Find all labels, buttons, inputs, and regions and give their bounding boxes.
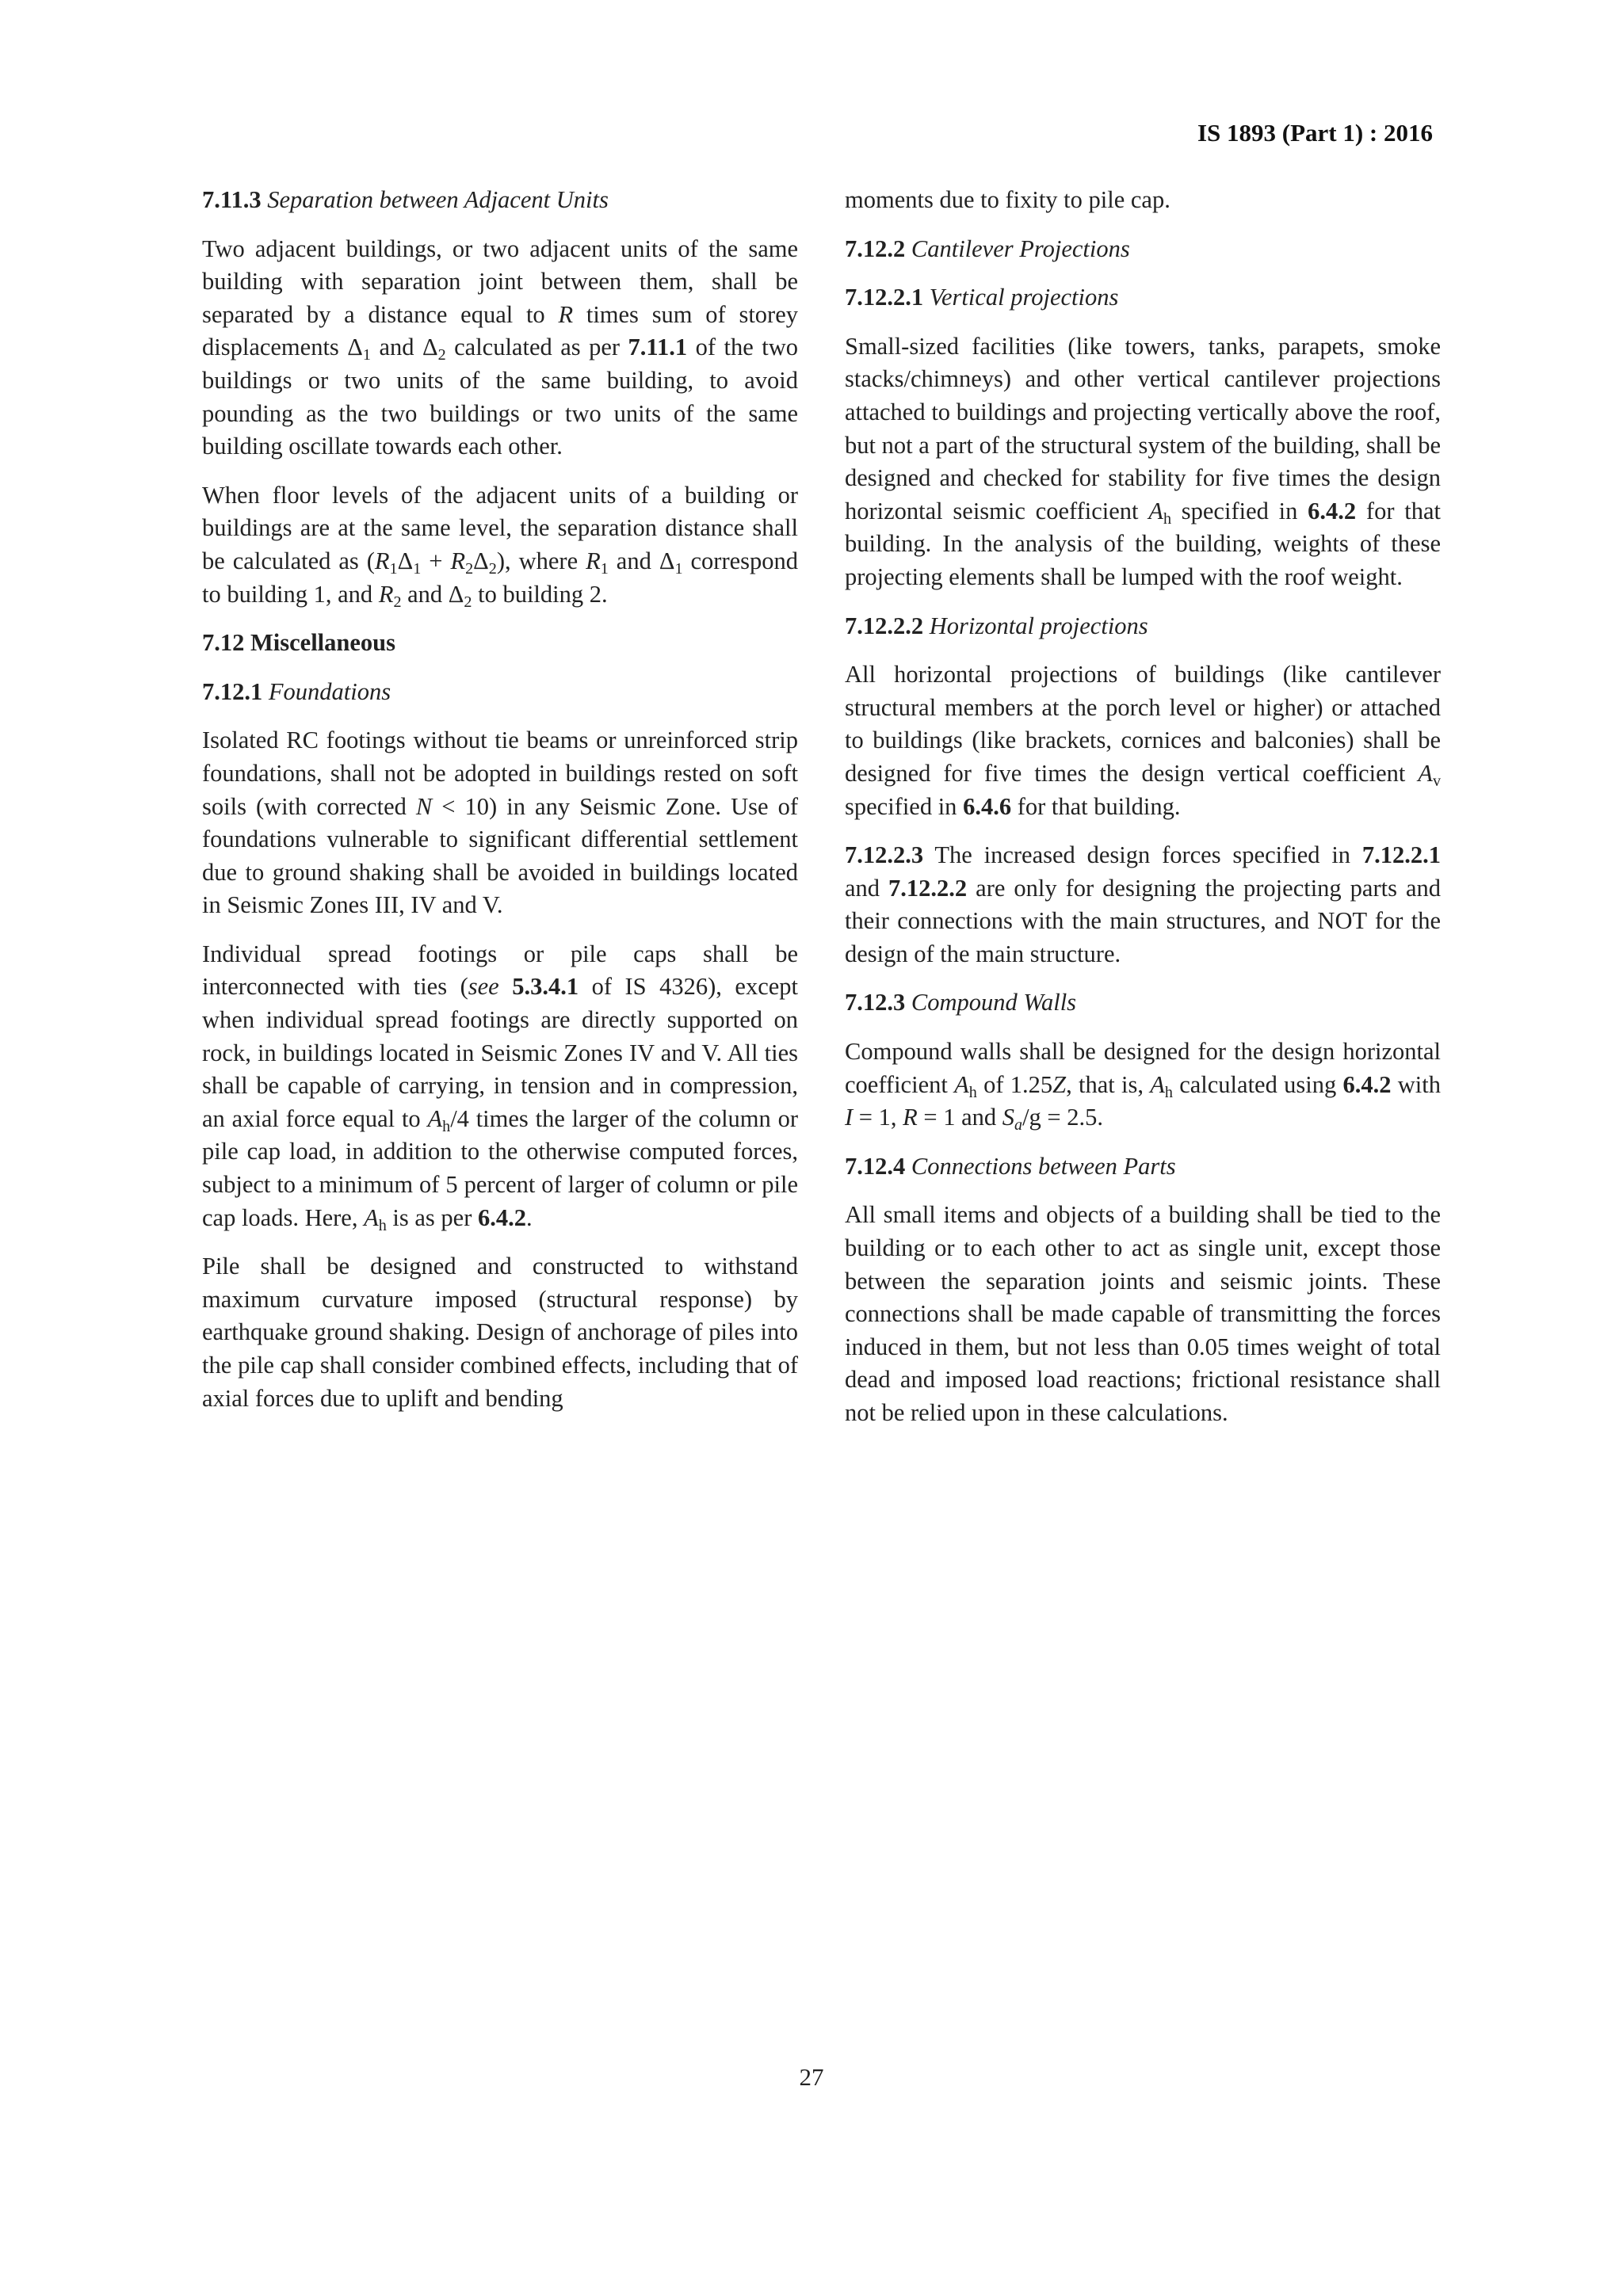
right-column	[845, 184, 1441, 1446]
left-column	[202, 184, 798, 1431]
page-header: IS 1893 (Part 1) : 2016	[1197, 119, 1433, 147]
page-number: 27	[799, 2063, 824, 2091]
paragraph-compound-walls: Compound walls shall be designed for the design horizontal coefficient $A_h$ of 1.25Z, that is, $A_h$ calculated using 6.4.2 with I = 1, R = 1 and $S_a/g = 2.5$.	[845, 1038, 1441, 1135]
section-heading-7-12-2-2: 7.12.2.2 Horizontal projections	[845, 612, 1148, 639]
section-heading-7-12-1: 7.12.1 Foundations	[202, 677, 391, 705]
paragraph-isolated-footings: Isolated RC footings without tie beams or unreinforced strip foundations, shall not be adopted in buildings rested on soft soils (with corrected N < 10) in any Seismic Zone. Use of foundations vulnerable to significant differential settlement due to ground shaking shall be avoided in buildings located in Seismic Zones III, IV and V.	[202, 727, 798, 919]
paragraph-floor-levels: When floor levels of the adjacent units of a building or buildings are at the same level, the separation distance shall be calculated as $(R_1\Delta_1 + R_2\Delta_2)$, where $R_1$ and $\Delta_1$ correspond to building 1, and $R_2$ and $\Delta_2$ to building 2.	[202, 481, 799, 611]
paragraph-connections: All small items and objects of a building shall be tied to the building or to each other to act as single unit, except those between the separation joints and seismic joints. These connections shall be made capable of transmitting the forces induced in them, but not less than 0.05 times weight of total dead and imposed load reactions; frictional resistance shall not be relied upon in these calculations.	[845, 1201, 1441, 1426]
section-heading-7-12-3: 7.12.3 Compound Walls	[845, 989, 1077, 1016]
paragraph-horizontal-projections: All horizontal projections of buildings (like cantilever structural members at the porch level or higher) or attached to buildings (like brackets, cornices and balconies) shall be designed for five times the design vertical coefficient $A_v$ specified in 6.4.6 for that building.	[845, 661, 1441, 820]
section-heading-7-11-3: 7.11.3 Separation between Adjacent Units	[202, 186, 609, 213]
section-heading-7-12: 7.12 Miscellaneous	[202, 629, 395, 657]
paragraph-pile-design: Pile shall be designed and constructed to withstand maximum curvature imposed (structural response) by earthquake ground shaking. Design of anchorage of piles into the pile cap shall consider combined effects, including that of axial forces due to uplift and bending	[202, 1253, 798, 1412]
paragraph-vertical-projections: Small-sized facilities (like towers, tanks, parapets, smoke stacks/chimneys) and other vertical cantilever projections attached to buildings and projecting vertically above the roof, but not a part of the structural system of the building, shall be designed and checked for stability for five times the design horizontal seismic coefficient $A_h$ specified in 6.4.2 for that building. In the analysis of the building, weights of these projecting elements shall be lumped with the roof weight.	[845, 332, 1441, 590]
paragraph-separation-distance: Two adjacent buildings, or two adjacent units of the same building with separation joint between them, shall be separated by a distance equal to R times sum of storey displacements $\Delta_1$ and $\Delta_2$ calculated as per 7.11.1 of the two buildings or two units of the same building, to avoid pounding as the two buildings or two units of the same building oscillate towards each other.	[202, 235, 798, 460]
paragraph-increased-forces: 7.12.2.3 The increased design forces specified in 7.12.2.1 and 7.12.2.2 are only for designing the projecting parts and their connections with the main structures, and NOT for the design of the main structure.	[845, 841, 1441, 967]
section-heading-7-12-2-1: 7.12.2.1 Vertical projections	[845, 284, 1119, 311]
paragraph-spread-footings: Individual spread footings or pile caps shall be interconnected with ties (see 5.3.4.1 of IS 4326), except when individual spread footings are directly supported on rock, in buildings located in Seismic Zones IV and V. All ties shall be capable of carrying, in tension and in compression, an axial force equal to $A_h/4$ times the larger of the column or pile cap load, in addition to the otherwise computed forces, subject to a minimum of 5 percent of larger of column or pile cap loads. Here, $A_h$ is as per 6.4.2.	[202, 940, 798, 1234]
section-heading-7-12-2: 7.12.2 Cantilever Projections	[845, 235, 1130, 262]
paragraph-continuation: moments due to fixity to pile cap.	[845, 186, 1170, 213]
section-heading-7-12-4: 7.12.4 Connections between Parts	[845, 1152, 1176, 1180]
